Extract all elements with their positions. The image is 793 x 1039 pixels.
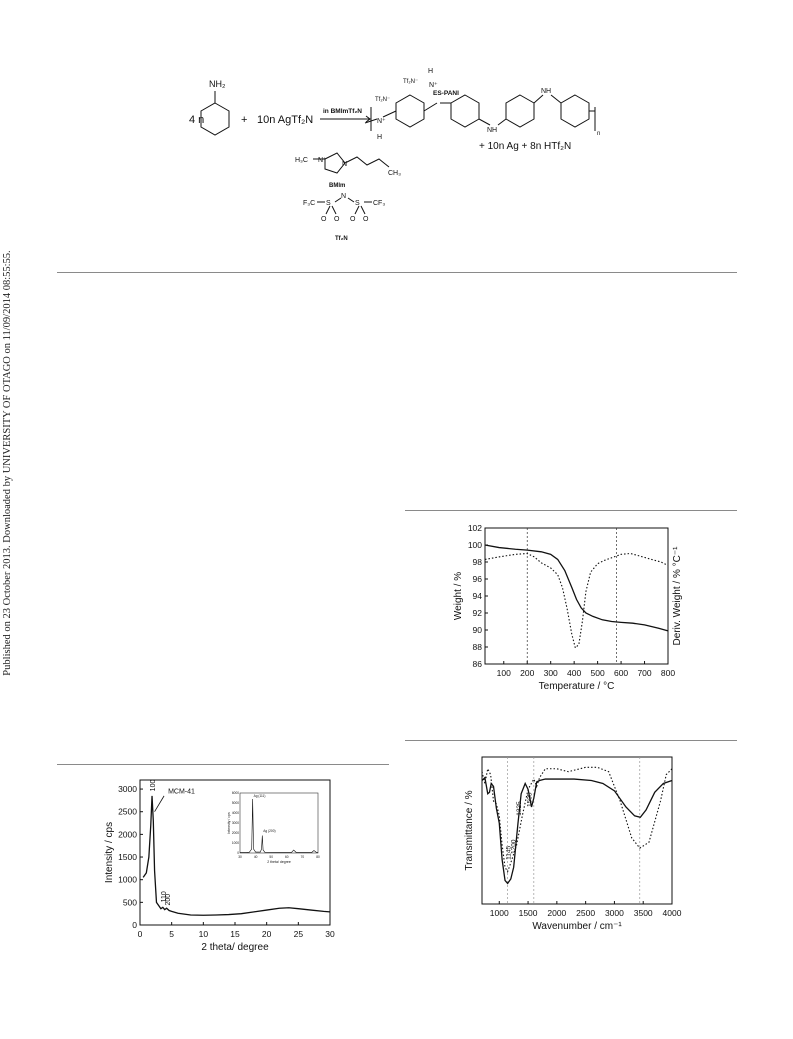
annotation-label: 1200 <box>510 839 518 855</box>
y-tick-label: 500 <box>122 897 137 908</box>
left-h: H <box>377 134 383 141</box>
x-axis-label: Wavenumber / cm⁻¹ <box>532 921 622 932</box>
x-tick-label: 800 <box>660 668 676 678</box>
y-tick-label: 92 <box>472 608 482 618</box>
y-tick-label: 2000 <box>118 829 137 840</box>
benzenoid-ring-2 <box>506 95 534 127</box>
x-tick-label: 500 <box>590 668 605 678</box>
aniline-coefficient: 4 n <box>189 114 205 126</box>
tf2n-label: Tf₂N <box>335 236 348 242</box>
inset-x-tick-label: 70 <box>300 855 305 859</box>
xrd-divider <box>57 764 389 765</box>
annotation-label: 1325 <box>515 801 523 816</box>
tf2n-o1: O <box>321 216 327 223</box>
silver-reagent: 10n AgTf₂N <box>257 114 314 126</box>
aniline-ring <box>201 103 229 135</box>
tf2n-cf3: CF₃ <box>373 200 386 207</box>
inset-y-tick-label: 1000 <box>231 841 239 845</box>
annotation-label: 200 <box>165 893 173 906</box>
x-tick-label: 3500 <box>633 908 653 918</box>
amine-nh-1: NH <box>487 127 498 134</box>
x-tick-label: 300 <box>543 668 558 678</box>
tf2n-s1: S <box>326 200 331 207</box>
tga-divider <box>405 510 737 511</box>
x-tick-label: 600 <box>613 668 629 678</box>
x-tick-label: 200 <box>520 668 535 678</box>
x-tick-label: 100 <box>496 668 511 678</box>
x-tick-label: 2000 <box>547 908 567 918</box>
tf2n-n: N <box>341 193 347 200</box>
product-label: ES-PANI <box>433 90 459 97</box>
benzenoid-ring-1 <box>451 95 479 127</box>
y-tick-label: 1500 <box>118 852 137 863</box>
inset-x-tick-label: 40 <box>253 855 258 859</box>
annotation-label: 100 <box>150 779 158 792</box>
x-tick-label: 700 <box>637 668 652 678</box>
y-tick-label: 90 <box>472 625 482 635</box>
y-tick-label: 98 <box>472 557 482 567</box>
plus-sign: + <box>241 114 248 126</box>
arrow-condition: in BMImTf₂N <box>323 108 362 115</box>
left-nplus: N⁺ <box>377 118 386 125</box>
inset-x-tick-label: 60 <box>285 855 289 859</box>
x-tick-label: 3000 <box>604 908 624 918</box>
y-tick-label: 3000 <box>118 784 137 795</box>
y-tick-label: 96 <box>472 574 482 584</box>
counterion-1: Tf₂N⁻ <box>375 97 391 103</box>
y-tick-label: 88 <box>472 642 482 652</box>
bmim-methyl: H₃C <box>295 157 308 164</box>
x-axis-label: Temperature / °C <box>538 681 615 692</box>
tf2n-s2: S <box>355 200 360 207</box>
y-tick-label: 1000 <box>118 874 137 885</box>
inset-y-tick-label: 0 <box>237 851 239 855</box>
annotation-label: 1505 <box>526 792 534 807</box>
iminium-h: H <box>428 68 434 75</box>
inset-y-tick-label: 5000 <box>231 801 239 805</box>
tf2n-f3c: F₃C <box>303 200 316 207</box>
inset-x-tick-label: 50 <box>269 855 273 859</box>
x-tick-label: 10 <box>198 929 209 939</box>
inset-y-tick-label: 4000 <box>231 811 239 815</box>
bmim-label: BMIm <box>329 183 346 189</box>
x-tick-label: 400 <box>567 668 582 678</box>
publication-sidebar-text: Published on 23 October 2013. Downloaded by UNIVERSITY OF OTAGO on 11/09/2014 08:55:55. <box>2 250 13 676</box>
bmim-n2: N <box>342 161 348 168</box>
inset-x-tick-label: 80 <box>316 855 320 859</box>
tf2n-o4: O <box>363 216 369 223</box>
y-tick-label: 94 <box>472 591 482 601</box>
bmim-ch3: CH₃ <box>388 170 401 177</box>
xrd-chart <box>100 775 340 955</box>
iminium-nplus: N⁺ <box>429 82 438 89</box>
ftir-divider <box>405 740 737 741</box>
aniline-amine-group: NH₂ <box>209 79 226 89</box>
tga-chart <box>445 518 690 696</box>
inset-annotation-label: Ag (200) <box>263 829 276 833</box>
y-tick-label: 86 <box>472 659 482 669</box>
mcm41-arrow <box>155 796 165 812</box>
repeat-unit-n: n <box>597 131 601 137</box>
reaction-scheme <box>185 65 615 265</box>
x-axis-label: 2 theta/ degree <box>201 942 269 953</box>
y-axis-label: Weight / % <box>453 571 464 621</box>
x-tick-label: 5 <box>169 929 175 939</box>
y-tick-label: 102 <box>467 523 482 533</box>
x-tick-label: 20 <box>261 929 272 939</box>
inset-y-tick-label: 2000 <box>231 831 239 835</box>
y-tick-label: 100 <box>467 540 482 550</box>
tf2n-o3: O <box>350 216 356 223</box>
series-line-0 <box>485 545 668 631</box>
annotation-label: 1145 <box>505 845 513 860</box>
quinoid-ring <box>396 95 424 127</box>
x-tick-label: 4000 <box>662 908 682 918</box>
x-tick-label: 0 <box>137 929 143 939</box>
bmim-n1: N⁺ <box>318 157 327 164</box>
inset-x-axis-label: 2 theta/ degree <box>267 860 291 864</box>
ftir-chart <box>460 752 682 937</box>
y2-axis-label: Deriv. Weight / % °C⁻¹ <box>672 546 683 646</box>
byproducts: + 10n Ag + 8n HTf₂N <box>479 141 572 152</box>
y-axis-label: Transmittance / % <box>464 790 475 871</box>
y-tick-label: 0 <box>132 920 137 930</box>
annotation-label: MCM-41 <box>168 788 195 796</box>
inset-y-tick-label: 3000 <box>231 821 239 825</box>
x-tick-label: 1000 <box>489 908 509 918</box>
y-tick-label: 2500 <box>118 806 137 817</box>
inset-x-tick-label: 30 <box>238 855 242 859</box>
x-tick-label: 2500 <box>576 908 596 918</box>
x-tick-label: 30 <box>325 929 335 939</box>
annotation-label: 110 <box>160 891 168 903</box>
counterion-2: Tf₂N⁻ <box>403 79 419 85</box>
x-tick-label: 1500 <box>518 908 538 918</box>
y-axis-label: Intensity / cps <box>104 821 115 884</box>
inset-y-tick-label: 6000 <box>231 791 239 795</box>
amine-nh-2: NH <box>541 88 552 95</box>
scheme-divider <box>57 272 737 273</box>
x-tick-label: 25 <box>293 929 304 939</box>
inset-y-axis-label: Intensity / cps <box>227 812 231 834</box>
benzenoid-ring-3 <box>561 95 589 127</box>
tf2n-o2: O <box>334 216 340 223</box>
x-tick-label: 15 <box>230 929 240 939</box>
inset-annotation-label: Ag (111) <box>253 794 266 798</box>
series-line-0 <box>482 778 672 884</box>
